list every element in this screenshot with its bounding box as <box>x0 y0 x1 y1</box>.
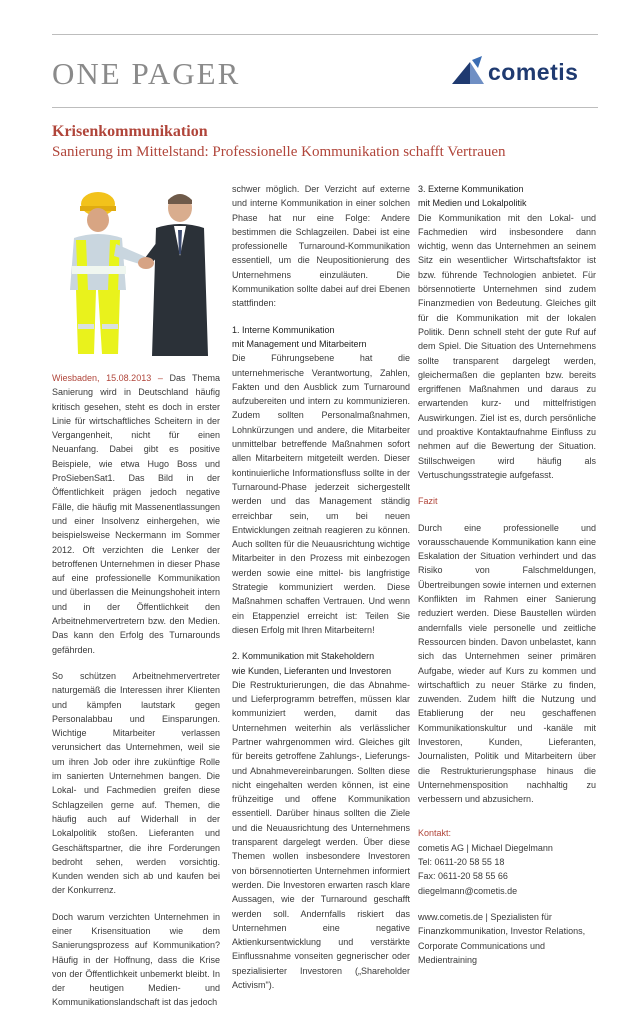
fazit-text: Durch eine professionelle und vorausschauende Kommunikation kann eine Eskalation der Situation verhindert und das Risiko von Falschmeldungen, Übertreibungen sowie internen und externen Konflikten im Rahmen einer Sanierung reduziert werden. Diese Baustellen würden andernfalls viele personelle und zeitliche Ressourcen binden. Davon unbelastet, kann sich das Unternehmen seiner primären Aufgabe, wieder auf Kurs zu kommen und wirtschaftlich zu neuer Stärke zu finden, zuwenden. Zudem hilft die Nutzung und Etablierung der neu geschaffenen Kommunikationskultur und -kanäle mit Investoren, Kunden, Lieferanten, Journalisten, Politik und Mitarbeitern über die Restrukturierungsphase hinaus die Unternehmensposition nachhaltig zu verbessern und abzusichern. <box>418 522 596 805</box>
handshake-photo <box>52 178 220 358</box>
col1-paragraph-1-text: Das Thema Sanierung wird in Deutschland häufig kritisch gesehen, steht es doch in erster Linie für wirtschaftliches Scheitern in der Vergangenheit, nicht für einen Neuanfang. Dabei gibt es positive Beispiele, wie etwa Hugo Boss und ProSiebenSat1. Das Bild in der Öffentlichkeit prägen jedoch negative Fälle, die häufig mit Massenentlassungen und einer Insolvenz einhergehen, wie beispielsweise Neckermann im Sommer 2012. Oft verzichten die Lenker der betroffenen Unternehmen in dieser Phase auf eine professionelle Kommunikation und überlassen die Meinungshoheit intern und in der Öffentlichkeit den Arbeitnehmervertretern bzw. den Medien. Das kann den Erfolg des Turnarounds gefährden. <box>52 373 220 655</box>
col2-intro: schwer möglich. Der Verzicht auf externe und interne Kommunikation in einer solchen Phase hat nur eine Folge: Andere bestimmen die Schlagzeilen. Dabei ist eine professionelle Turnaround-Kommunikation essentiell, um die Neupositionierung des Unternehmens einzuläuten. Die Kommunikation sollte dabei auf drei Ebenen stattfinden: <box>232 184 410 309</box>
section2-heading-b: wie Kunden, Lieferanten und Investoren <box>232 665 392 676</box>
contact-label: Kontakt: <box>418 828 452 839</box>
contact-phone: Tel: 0611-20 58 55 18 <box>418 857 505 868</box>
article-subtitle: Sanierung im Mittelstand: Professionelle Kommunikation schafft Vertrauen <box>52 144 506 160</box>
article-title: Krisenkommunikation <box>52 123 208 140</box>
footer-text: www.cometis.de | Spezialisten für Finanzkommunikation, Investor Relations, Corporate Communications und Medientraining <box>418 911 586 965</box>
col1-paragraph-3: Doch warum verzichten Unternehmen in einer Krisensituation wie dem Sanierungsprozess auf Kommunikation? Häufig in der Hoffnung, dass die Krise von der Öffentlichkeit unbemerkt bleibt. In der heutigen Medien- und Kommunikationslandschaft ist das jedoch <box>52 911 220 1008</box>
contact-company: cometis AG | Michael Diegelmann <box>418 842 553 853</box>
logo-text: cometis <box>488 59 579 85</box>
section1-heading-a: 1. Interne Kommunikation <box>232 324 335 335</box>
section2-heading-a: 2. Kommunikation mit Stakeholdern <box>232 651 375 662</box>
contact-email[interactable]: diegelmann@cometis.de <box>418 885 518 896</box>
fazit-label: Fazit <box>418 496 438 507</box>
section3-heading-a: 3. Externe Kommunikation <box>418 184 524 194</box>
col1-paragraph-2: So schützen Arbeitnehmervertreter naturgemäß die Interessen ihrer Klienten und kämpfen lautstark gegen Personalabbau und Einsparungen. Wichtige Mitarbeiter verlassen verunsichert das Unternehmen, weil sie um ihren Job oder ihre zukünftige Rolle im sanierten Unternehmen bangen. Die Lokal- und Fachmedien greifen diese Schlagzeilen gerne auf. Themen, die häufig auch auf Widerhall in der Lokalpolitik stoßen. Lieferanten und Geschäftspartner, die ihre Forderungen bedroht sehen, werden vorsichtig. Kunden wenden sich ab und kaufen bei der Konkurrenz. <box>52 670 220 896</box>
column-1 <box>52 371 220 1022</box>
section3-text: Die Kommunikation mit den Lokal- und Fachmedien wird insbesondere dann wichtig, wenn das Unternehmen an seinem Sitz ein wesentlicher Wirtschaftsfaktor ist bzw. führende Technologien anbietet. Für börsennotierte Unternehmen sind zudem Finanzmedien von Bedeutung. Gleiches gilt für die Kommunikation mit der lokalen Politik. Denn schnell steht der gute Ruf auf dem Spiel. Die Situation des Unternehmens sollte transparent dargelegt werden, gleichermaßen die geplanten bzw. bereits ergriffenen Maßnahmen und daraus zu erwartenden kurz- und mittelfristigen Auswirkungen. Ziel ist es, durch persönliche und proaktive Kontaktaufnahme Einfluss zu nehmen auf die Bewertung der Situation. Stillschweigen wird häufig als Vertuschungsstrategie aufgefasst. <box>418 212 596 480</box>
cometis-logo <box>450 54 600 94</box>
page-title: ONE PAGER <box>52 56 241 91</box>
header-rule <box>52 107 598 108</box>
dateline: Wiesbaden, 15.08.2013 – <box>52 373 163 383</box>
section2-text: Die Restrukturierungen, die das Abnahme- und Lieferprogramm betreffen, müssen klar kommuniziert werden, damit das Unternehmen weiterhin als verlässlicher Partner wahrgenommen wird. Gleiches gilt für bereits getroffene Zahlungs-, Lieferungs- und Abnahmevereinbarungen. Sollten diese nicht eingehalten werden können, ist eine frühzeitige und offene Kommunikation essentiell. Darüber hinaus sollten die Ziele und die Neuausrichtung des Unternehmens transparent dargelegt werden. Über diese Themen wollen insbesondere Investoren von börsennotierten Unternehmen informiert werden. Die Investoren erwarten rasch klare Aussagen, wie der Turnaround geschafft werden soll. Andernfalls riskiert das Unternehmen eine negative Aktienkursentwicklung und verstärkte Einflussnahme vonseiten gegnerischer oder spezialisierter Investoren („Shareholder Activism"). <box>232 679 410 991</box>
section1-heading-b: mit Management und Mitarbeitern <box>232 338 367 349</box>
contact-fax: Fax: 0611-20 58 55 66 <box>418 871 508 882</box>
column-3 <box>418 182 596 967</box>
section1-text: Die Führungsebene hat die unternehmerische Verantwortung, Zahlen, Fakten und den Ausblick zum Turnaround aufzubereiten und intern zu kommunizieren. Zudem sollten Personalmaßnahmen, Lohnkürzungen und andere, die Mitarbeiter unmittelbar betreffende Maßnahmen sofort allen Mitarbeitern mitgeteilt werden. Dieser kontinuierliche Informationsfluss sollte in der Turnaround-Phase jederzeit sichergestellt werden und das Management ständig erreichbar sein, um bei neuen Entwicklungen zeitnah reagieren zu können. Auch sollten für die Neuausrichtung wichtige Mitarbeiter in den Prozess mit einbezogen werden sowie eine mittel- bis langfristige Strategie kommuniziert werden. Diese Maßnahmen schaffen Vertrauen. Und wenn ein Etappenziel erreicht ist: Teilen Sie diesen Erfolg mit Ihren Mitarbeitern! <box>232 353 410 635</box>
top-rule <box>52 34 598 35</box>
section3-heading-b: mit Medien und Lokalpolitik <box>418 198 527 209</box>
logo-mark-icon <box>450 54 486 90</box>
column-2 <box>232 182 410 1004</box>
col1-paragraph-1 <box>52 371 220 657</box>
